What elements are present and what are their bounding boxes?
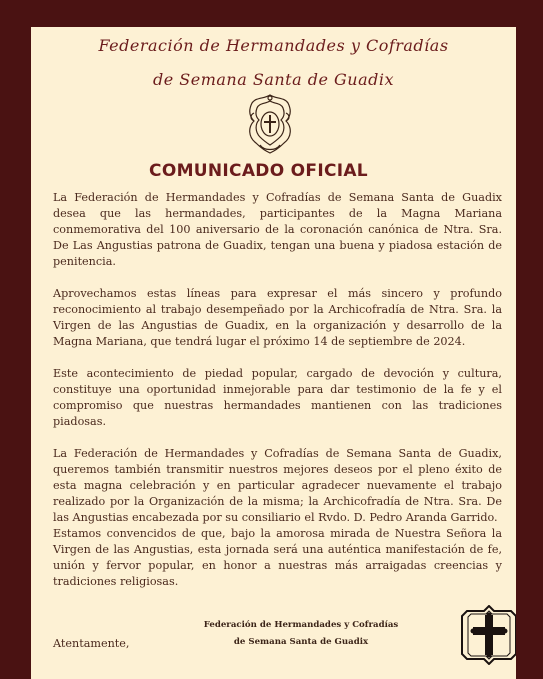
sign-off: Atentamente, xyxy=(53,637,130,650)
footer-organization xyxy=(191,617,411,651)
crest-icon xyxy=(246,93,294,155)
document-title: COMUNICADO OFICIAL xyxy=(149,161,368,181)
document-page xyxy=(31,27,516,679)
header-title-line2: de Semana Santa de Guadix xyxy=(152,70,395,89)
paragraph-3: Este acontecimiento de piedad popular, cargado de devoción y cultura, constituye una oportunidad inmejorable para dar testimonio de la fe y el compromiso que nuestras hermandades mantienen con las tradiciones piadosas. xyxy=(53,367,502,428)
paragraph-5: Estamos convencidos de que, bajo la amorosa mirada de Nuestra Señora la Virgen de las Angustias, esta jornada será una auténtica manifestación de fe, unión y fervor popular, en honor a nuestras más arraigadas creencias y tradiciones religiosas. xyxy=(53,527,502,588)
footer-org-line1: Federación de Hermandades y Cofradías xyxy=(203,620,399,630)
footer-org-line2: de Semana Santa de Guadix xyxy=(233,637,369,647)
letter-body xyxy=(53,190,502,590)
paragraph-4: La Federación de Hermandades y Cofradías de Semana Santa de Guadix, queremos también transmitir nuestros mejores deseos por el pleno éxito de esta magna celebración y en particular agradecer nuevamente el trabajo realizado por la Organización de la misma; la Archicofradía de Ntra. Sra. De las Angustias encabezada por su consiliario el Rvdo. D. Pedro Aranda Garrido. xyxy=(53,447,502,524)
paragraph-2: Aprovechamos estas líneas para expresar el más sincero y profundo reconocimiento al trabajo desempeñado por la Archicofradía de Ntra. Sra. la Virgen de las Angustias de Guadix, en la organización y desarrollo de la Magna Mariana, que tendrá lugar el próximo 14 de septiembre de 2024. xyxy=(53,287,502,348)
cross-logo-icon xyxy=(461,605,516,665)
paragraph-1: La Federación de Hermandades y Cofradías de Semana Santa de Guadix desea que las hermandades, participantes de la Magna Mariana conmemorativa del 100 aniversario de la coronación canónica de Ntra. Sra. De Las Angustias patrona de Guadix, tengan una buena y piadosa estación de penitencia. xyxy=(53,191,502,268)
header-title-line1: Federación de Hermandades y Cofradías xyxy=(98,36,449,55)
